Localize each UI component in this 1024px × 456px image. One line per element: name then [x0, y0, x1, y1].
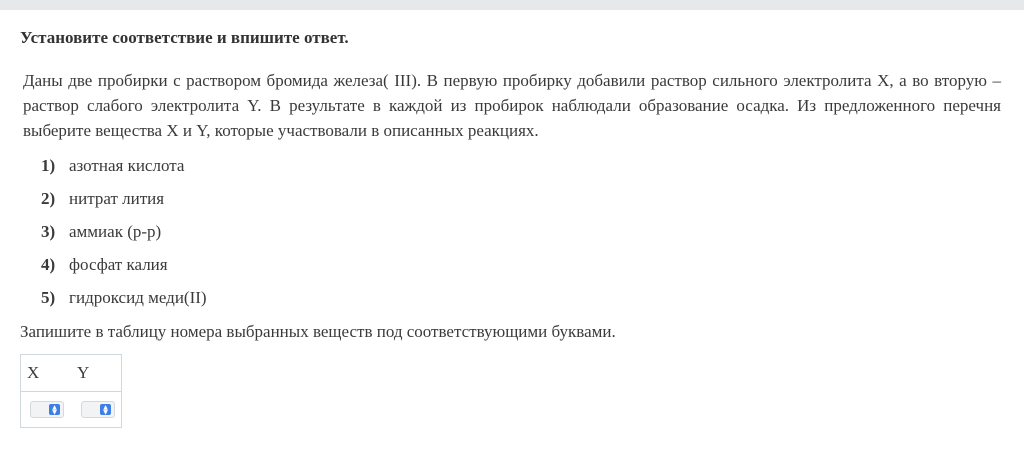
top-bar: [0, 0, 1024, 10]
option-text: гидроксид меди(II): [69, 288, 207, 307]
task-text: Даны две пробирки с раствором бромида железа( III). В первую пробирку добавили раствор сильного электролита X, а во вторую – раствор слабого электролита Y. В результате в каждой из пробирок наблюдали образование осадка. Из предложенного перечня выберите вещества X и Y, которые участвовали в описанных реакциях.: [23, 71, 1001, 140]
answer-select-x[interactable]: [30, 401, 64, 418]
options-list: [41, 154, 207, 319]
option-number: 5): [41, 288, 56, 307]
option-item: [41, 253, 207, 286]
task-heading: Установите соответствие и впишите ответ.: [20, 28, 349, 47]
answer-table: [20, 354, 122, 428]
option-number: 1): [41, 156, 56, 175]
instruction-text: Запишите в таблицу номера выбранных веществ под соответствующими буквами.: [20, 322, 616, 341]
option-item: [41, 286, 207, 319]
option-text: нитрат лития: [69, 189, 165, 208]
option-text: аммиак (р-р): [69, 222, 162, 241]
column-label-y: Y: [77, 363, 90, 382]
option-text: фосфат калия: [69, 255, 168, 274]
option-text: азотная кислота: [69, 156, 185, 175]
select-updown-icon: ▲ ▼: [100, 404, 111, 415]
answer-table-row: [21, 392, 121, 428]
column-label-x: X: [27, 363, 40, 382]
option-number: 2): [41, 189, 56, 208]
option-item: [41, 187, 207, 220]
option-item: [41, 154, 207, 187]
option-number: 3): [41, 222, 56, 241]
answer-table-header: [21, 355, 121, 392]
option-item: [41, 220, 207, 253]
select-updown-icon: ▲ ▼: [49, 404, 60, 415]
option-number: 4): [41, 255, 56, 274]
answer-select-y[interactable]: [81, 401, 115, 418]
